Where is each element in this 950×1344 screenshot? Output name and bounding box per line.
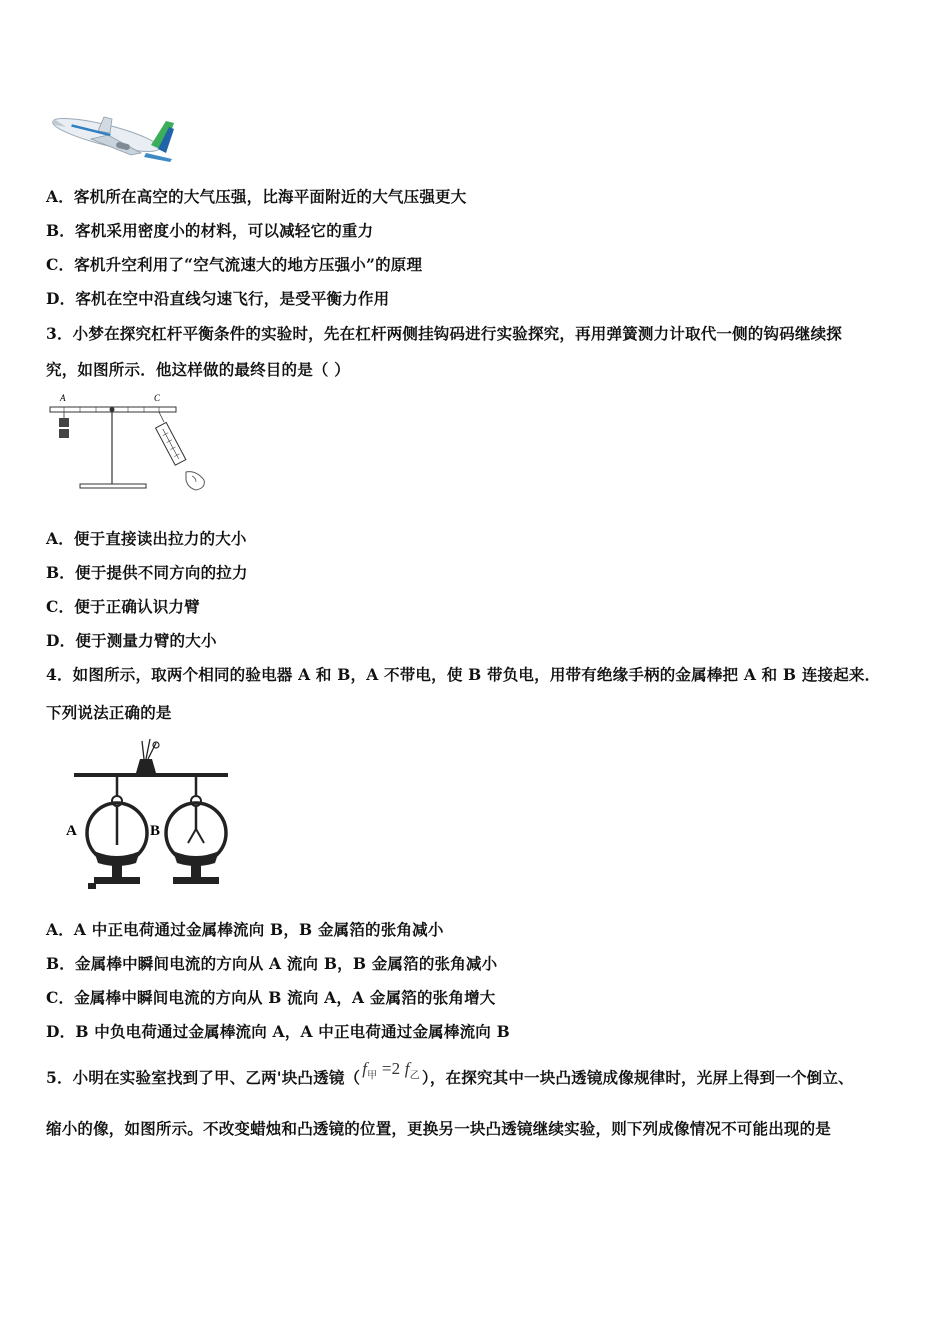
lever-figure xyxy=(46,390,216,500)
electroscope-label-b: B xyxy=(150,823,161,839)
q3-option-c: C．便于正确认识力臂 xyxy=(46,597,200,616)
lever-label-c: C xyxy=(154,393,161,403)
q4-option-a: A．A 中正电荷通过金属棒流向 B，B 金属箔的张角减小 xyxy=(46,920,444,939)
q2-option-d: D．客机在空中沿直线匀速飞行，是受平衡力作用 xyxy=(46,289,390,308)
q3-option-a: A．便于直接读出拉力的大小 xyxy=(46,529,247,548)
q2-option-b: B．客机采用密度小的材料，可以减轻它的重力 xyxy=(46,221,374,240)
electroscope-figure xyxy=(60,735,250,895)
q3-option-d: D．便于测量力臂的大小 xyxy=(46,631,217,650)
focal-length-formula: $f_甲 =2$ $f_乙$ xyxy=(362,1059,420,1082)
lever-label-a: A xyxy=(60,393,66,403)
q5-stem-post: ），在探究其中一块凸透镜成像规律时，光屏上得到一个倒立、 xyxy=(421,1068,854,1087)
q4-stem-line1: 4．如图所示，取两个相同的验电器 A 和 B，A 不带电，使 B 带负电，用带有绝缘手柄的金属棒把 A 和 B 连接起来． xyxy=(46,665,881,684)
q4-option-b: B．金属棒中瞬间电流的方向从 A 流向 B，B 金属箔的张角减小 xyxy=(46,954,498,973)
airplane-figure xyxy=(46,105,181,165)
q2-option-a: A．客机所在高空的大气压强，比海平面附近的大气压强更大 xyxy=(46,187,467,206)
electroscope-label-a: A xyxy=(66,823,77,839)
q3-option-b: B．便于提供不同方向的拉力 xyxy=(46,563,248,582)
q3-stem-line2: 究，如图所示．他这样做的最终目的是（ ） xyxy=(46,360,350,379)
q5-stem-line1 xyxy=(46,1059,854,1090)
q4-stem-line2: 下列说法正确的是 xyxy=(46,703,172,722)
q4-option-d: D．B 中负电荷通过金属棒流向 A，A 中正电荷通过金属棒流向 B xyxy=(46,1022,510,1041)
q5-stem-line2: 缩小的像，如图所示。不改变蜡烛和凸透镜的位置，更换另一块凸透镜继续实验，则下列成像情况不可能出现的是 xyxy=(46,1119,832,1138)
q3-stem-line1: 3．小梦在探究杠杆平衡条件的实验时，先在杠杆两侧挂钩码进行实验探究，再用弹簧测力计取代一侧的钩码继续探 xyxy=(46,324,842,343)
q5-stem-pre: 5．小明在实验室找到了甲、乙两'块凸透镜（ xyxy=(46,1068,361,1087)
q4-option-c: C．金属棒中瞬间电流的方向从 B 流向 A，A 金属箔的张角增大 xyxy=(46,988,496,1007)
q2-option-c: C．客机升空利用了“空气流速大的地方压强小”的原理 xyxy=(46,255,423,274)
